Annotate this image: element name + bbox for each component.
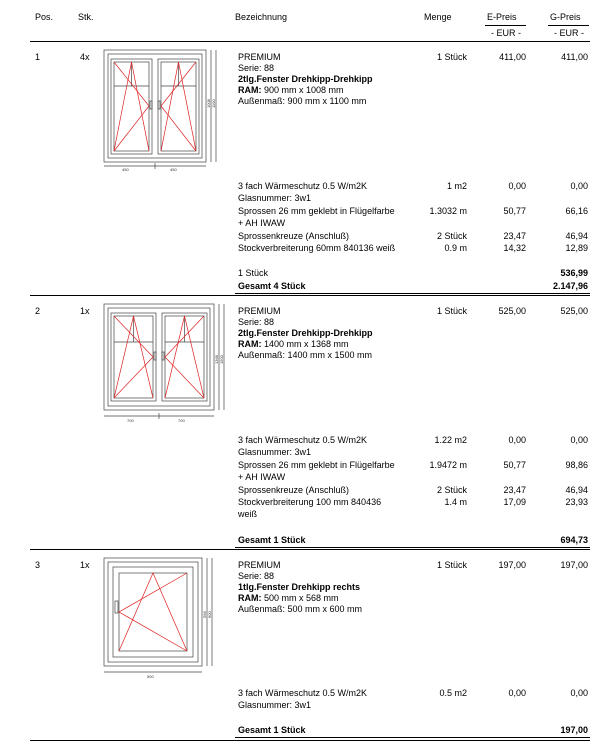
product-line: PREMIUM: [238, 306, 281, 316]
product-serie: Serie: 88: [238, 571, 275, 581]
extra-gprice: 46,94: [565, 231, 588, 241]
header-eur-epreis: - EUR -: [491, 28, 521, 38]
extra-qty: 0.5 m2: [439, 688, 467, 698]
extra-gprice: 46,94: [565, 485, 588, 495]
extra-qty: 0.9 m: [444, 243, 467, 253]
extra-line: Glasnummer: 3w1: [238, 700, 312, 710]
product-serie: Serie: 88: [238, 63, 275, 73]
extra-gprice: 0,00: [570, 435, 588, 445]
extra-eprice: 23,47: [503, 231, 526, 241]
pos-number: 2: [35, 306, 41, 316]
extra-line: + AH IWAW: [238, 218, 286, 228]
product-ram: RAM: 500 mm x 568 mm: [238, 593, 339, 603]
extra-line: + AH IWAW: [238, 472, 286, 482]
extra-qty: 1 m2: [446, 181, 467, 191]
dim-width-left: 700: [127, 418, 134, 423]
product-gprice: 197,00: [560, 560, 588, 570]
extra-line: weiß: [238, 509, 258, 519]
extra-qty: 1.22 m2: [434, 435, 467, 445]
extra-gprice: 12,89: [565, 243, 588, 253]
total-value: 694,73: [560, 535, 588, 545]
extra-line: Glasnummer: 3w1: [238, 447, 312, 457]
extra-gprice: 0,00: [570, 181, 588, 191]
extra-eprice: 50,77: [503, 460, 526, 470]
position-divider: [30, 295, 590, 296]
product-qty: 1 Stück: [436, 52, 467, 62]
position-divider: [30, 549, 590, 550]
dim-height-outer: 1100: [211, 99, 216, 108]
extra-gprice: 23,93: [565, 497, 588, 507]
header-divider: [30, 41, 590, 42]
dim-width: 500: [147, 674, 154, 679]
total-rule: [235, 293, 590, 294]
window-drawing-3: [100, 554, 224, 682]
extra-eprice: 0,00: [508, 181, 526, 191]
product-eprice: 197,00: [498, 560, 526, 570]
product-aussenmass: Außenmaß: 500 mm x 600 mm: [238, 604, 363, 614]
product-eprice: 525,00: [498, 306, 526, 316]
dim-height-outer: 600: [207, 611, 212, 618]
header-menge: Menge: [424, 12, 452, 22]
extra-line: Stockverbreiterung 60mm 840136 weiß: [238, 243, 396, 253]
extra-line: Sprossen 26 mm geklebt in Flügelfarbe: [238, 460, 395, 470]
product-serie: Serie: 88: [238, 317, 275, 327]
total-label: Gesamt 4 Stück: [238, 281, 306, 291]
extra-eprice: 0,00: [508, 435, 526, 445]
pos-number: 3: [35, 560, 41, 570]
product-ram: RAM: 900 mm x 1008 mm: [238, 85, 344, 95]
product-line: PREMIUM: [238, 560, 281, 570]
dim-height-inner: 1008: [206, 99, 211, 108]
extra-gprice: 98,86: [565, 460, 588, 470]
product-line: PREMIUM: [238, 52, 281, 62]
product-aussenmass: Außenmaß: 1400 mm x 1500 mm: [238, 350, 373, 360]
header-gpreis: G-Preis: [550, 12, 581, 22]
extra-eprice: 0,00: [508, 688, 526, 698]
header-rule-gpreis: [548, 25, 589, 26]
extra-qty: 2 Stück: [436, 231, 467, 241]
position-divider: [30, 740, 590, 741]
product-eprice: 411,00: [499, 52, 526, 62]
header-stk: Stk.: [78, 12, 94, 22]
total-rule: [235, 547, 590, 548]
subtotal-value: 536,99: [560, 268, 588, 278]
pos-quantity: 1x: [80, 560, 90, 570]
extra-line: Sprossen 26 mm geklebt in Flügelfarbe: [238, 206, 395, 216]
product-title: 1tlg.Fenster Drehkipp rechts: [238, 582, 361, 592]
pos-number: 1: [35, 52, 41, 62]
extra-line: 3 fach Wärmeschutz 0.5 W/m2K: [238, 688, 368, 698]
dim-height-inner: 1368: [214, 355, 219, 364]
window-drawing-1: [100, 46, 220, 176]
header-eur-gpreis: - EUR -: [554, 28, 584, 38]
extra-qty: 1.3032 m: [429, 206, 467, 216]
extra-line: Sprossenkreuze (Anschluß): [238, 231, 350, 241]
header-epreis: E-Preis: [487, 12, 517, 22]
header-rule-epreis: [485, 25, 526, 26]
extra-eprice: 50,77: [503, 206, 526, 216]
extra-gprice: 66,16: [565, 206, 588, 216]
header-bezeichnung: Bezeichnung: [235, 12, 288, 22]
product-qty: 1 Stück: [436, 306, 467, 316]
dim-height-outer: 1500: [219, 355, 224, 364]
dim-height-inner: 568: [202, 611, 207, 618]
pos-quantity: 1x: [80, 306, 90, 316]
extra-eprice: 14,32: [503, 243, 526, 253]
extra-line: Sprossenkreuze (Anschluß): [238, 485, 350, 495]
total-label: Gesamt 1 Stück: [238, 535, 306, 545]
product-gprice: 411,00: [561, 52, 588, 62]
extra-qty: 1.9472 m: [429, 460, 467, 470]
product-ram: RAM: 1400 mm x 1368 mm: [238, 339, 349, 349]
total-label: Gesamt 1 Stück: [238, 725, 306, 735]
pos-quantity: 4x: [80, 52, 90, 62]
extra-eprice: 17,09: [503, 497, 526, 507]
dim-width-right: 450: [170, 167, 177, 172]
dim-width-left: 450: [122, 167, 129, 172]
total-value: 197,00: [560, 725, 588, 735]
product-qty: 1 Stück: [436, 560, 467, 570]
subtotal-label: 1 Stück: [238, 268, 269, 278]
extra-gprice: 0,00: [570, 688, 588, 698]
total-value: 2.147,96: [552, 281, 588, 291]
extra-eprice: 23,47: [503, 485, 526, 495]
extra-line: Glasnummer: 3w1: [238, 193, 312, 203]
header-pos: Pos.: [35, 12, 54, 22]
extra-line: 3 fach Wärmeschutz 0.5 W/m2K: [238, 435, 368, 445]
extra-line: 3 fach Wärmeschutz 0.5 W/m2K: [238, 181, 368, 191]
product-aussenmass: Außenmaß: 900 mm x 1100 mm: [238, 96, 367, 106]
total-rule: [235, 737, 590, 738]
extra-qty: 2 Stück: [436, 485, 467, 495]
extra-qty: 1.4 m: [444, 497, 467, 507]
extra-line: Stockverbreiterung 100 mm 840436: [238, 497, 382, 507]
product-title: 2tlg.Fenster Drehkipp-Drehkipp: [238, 74, 373, 84]
window-drawing-2: [100, 300, 230, 428]
product-title: 2tlg.Fenster Drehkipp-Drehkipp: [238, 328, 373, 338]
dim-width-right: 700: [178, 418, 185, 423]
product-gprice: 525,00: [560, 306, 588, 316]
